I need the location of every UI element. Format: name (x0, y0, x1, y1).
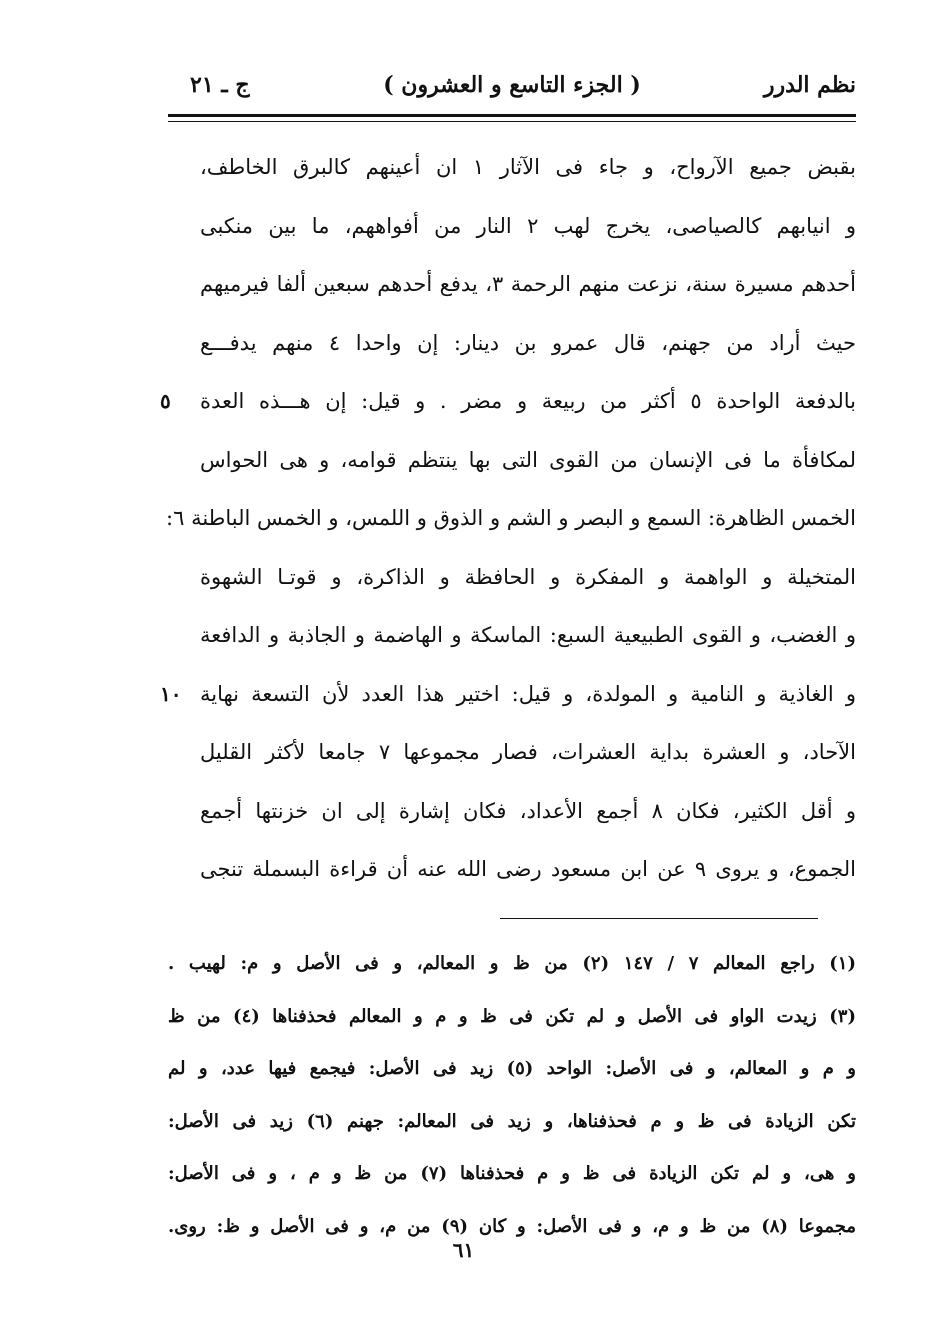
header-rule-thin (168, 121, 856, 122)
text-line: و الغضب، و القوى الطبيعية السبع: الماسكة و الهاضمة و الجاذبة و الدافعة (200, 623, 856, 647)
line-number-5: ٥ (160, 389, 171, 413)
chapter-label: ج ـ ٢١ (190, 72, 250, 98)
text-line: و أقل الكثير، فكان ٨ أجمع الأعداد، فكان إشارة إلى ان خزنتها أجمع (200, 798, 856, 823)
text-line: الجموع، و يروى ٩ عن ابن مسعود رضى الله عنه أن قراءة البسملة تنجى (200, 857, 856, 881)
text-line: الآحاد، و العشرة بداية العشرات، فصار مجموعها ٧ جامعا لأكثر القليل (200, 740, 856, 764)
part-title: ( الجزء التاسع و العشرون ) (383, 72, 641, 98)
page-number: ٦١ (452, 1238, 475, 1262)
footnotes (168, 938, 856, 1253)
text-line: الخمس الظاهرة: السمع و البصر و الشم و الذوق و اللمس، و الخمس الباطنة ٦: (166, 506, 856, 530)
footnote-line: (١) راجع المعالم ٧ / ١٤٧ (٢) من ظ و المعالم، و فى الأصل و م: لهيب . (168, 953, 856, 974)
text-line: المتخيلة و الواهمة و المفكرة و الحافظة و الذاكرة، و قوتـا الشهوة (200, 564, 856, 589)
text-line: أحدهم مسيرة سنة، نزعت منهم الرحمة ٣، يدفع أحدهم سبعين ألفا فيرميهم (200, 272, 856, 296)
footnote-line: (٣) زيدت الواو فى الأصل و لم تكن فى ظ و م و المعالم فحذفناها (٤) من ظ (168, 1005, 856, 1027)
footnote-separator (500, 918, 818, 919)
header-rule-thick (168, 114, 856, 117)
running-header (168, 68, 856, 108)
footnote-line: مجموعا (٨) من ظ و م، و فى الأصل: و كان (٩) من م، و فى الأصل و ظ: روى. (168, 1215, 856, 1237)
text-line: بالدفعة الواحدة ٥ أكثر من ربيعة و مضر . و قيل: إن هـــذه العدة (200, 389, 856, 413)
text-line: لمكافأة ما فى الإنسان من القوى التى بها ينتظم قوامه، و هى الحواس (200, 447, 856, 472)
book-title: نظم الدرر (763, 72, 856, 98)
footnote-line: تكن الزيادة فى ظ و م فحذفناها، و زيد فى المعالم: جهنم (٦) زيد فى الأصل: (168, 1110, 856, 1132)
text-line: بقبض جميع الآرواح، و جاء فى الآثار ١ ان أعينهم كالبرق الخاطف، (200, 155, 856, 179)
text-line: و انيابهم كالصياصى، يخرج لهب ٢ النار من أفواههم، ما بين منكبى (200, 213, 857, 238)
line-number-10: ١٠ (160, 682, 182, 706)
text-line: و الغاذية و النامية و المولدة، و قيل: اختير هذا العدد لأن التسعة نهاية (200, 681, 856, 706)
footnote-line: و هى، و لم تكن الزيادة فى ظ و م فحذفناها (٧) من ظ و م ، و فى الأصل: (168, 1163, 856, 1184)
footnote-line: و م و المعالم، و فى الأصل: الواحد (٥) زيد فى الأصل: فيجمع فيها عدد، و لم (168, 1058, 856, 1079)
text-line: حيث أراد من جهنم، قال عمرو بن دينار: إن واحدا ٤ منهم يدفـــع (200, 330, 856, 355)
